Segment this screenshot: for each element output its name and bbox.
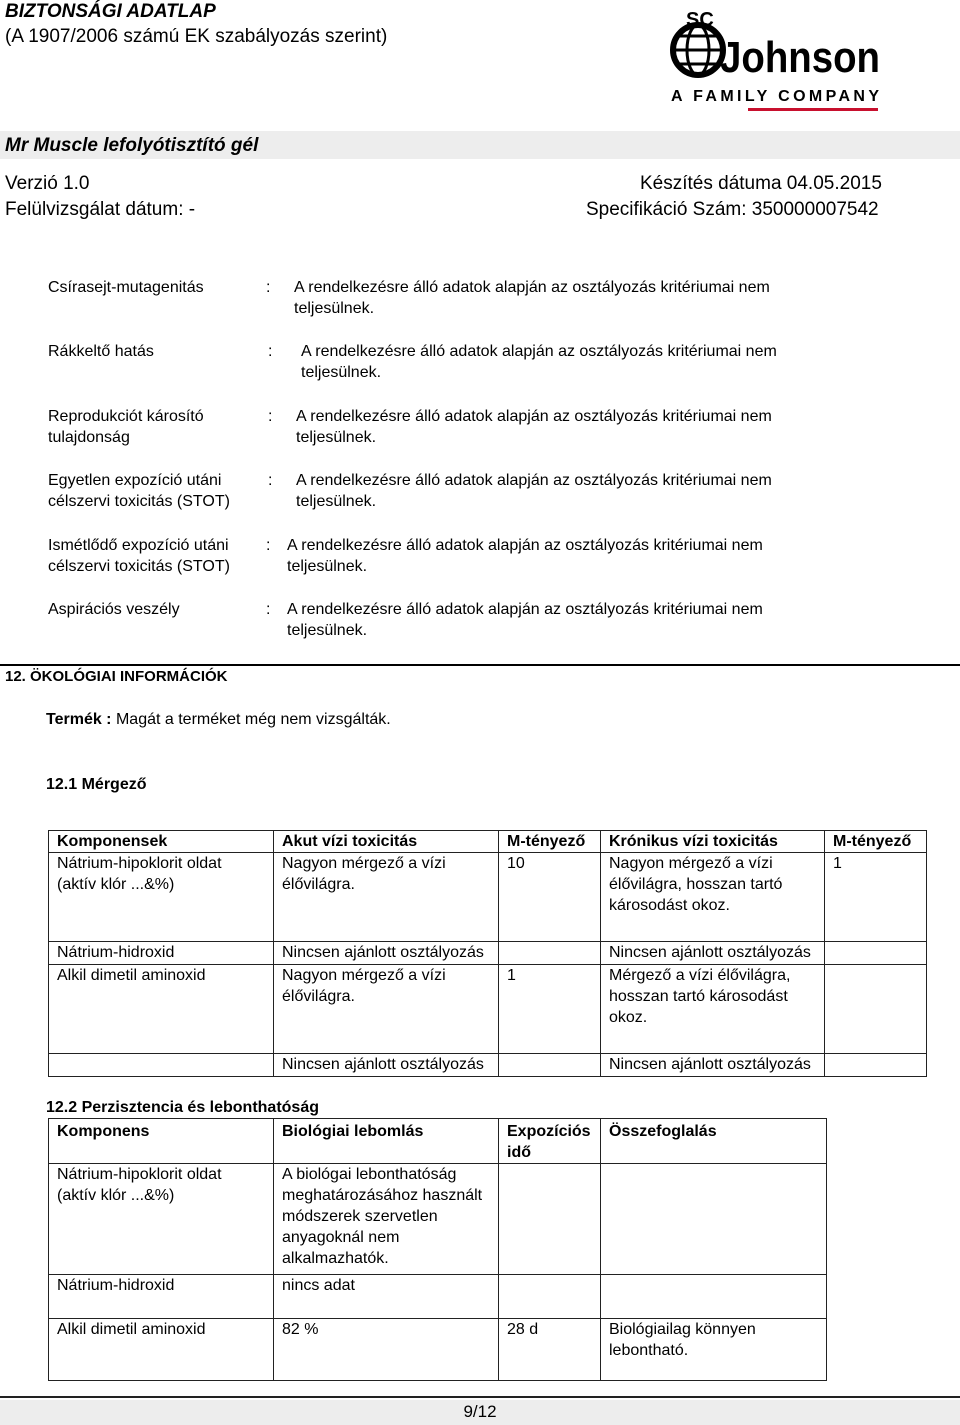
product-note-text: Magát a terméket még nem vizsgálták. [115, 711, 391, 728]
product-label: Termék : [46, 711, 112, 728]
table-cell [499, 1164, 601, 1275]
footer-divider [0, 1396, 960, 1398]
table-row [49, 965, 927, 1054]
table-cell: 28 d [499, 1319, 601, 1381]
tox-label: Ismétlődő expozíció utáni célszervi toxicitás (STOT) [48, 537, 230, 575]
tox-value: A rendelkezésre álló adatok alapján az osztályozás kritériumai nem teljesülnek. [294, 279, 770, 317]
svg-text:SC: SC [686, 9, 714, 31]
subsection-title: 12.2 Perzisztencia és lebonthatóság [46, 1099, 319, 1116]
tox-colon: : [266, 279, 271, 296]
table-cell [825, 1054, 927, 1077]
column-header: Összefoglalás [601, 1119, 827, 1164]
spec-number: Specifikáció Szám: 350000007542 [586, 199, 879, 220]
revision-date: Felülvizsgálat dátum: - [5, 199, 196, 220]
column-header: Krónikus vízi toxicitás [601, 831, 825, 853]
tox-value: A rendelkezésre álló adatok alapján az osztályozás kritériumai nem teljesülnek. [296, 408, 772, 446]
tox-label: Rákkeltő hatás [48, 343, 154, 360]
tox-value: A rendelkezésre álló adatok alapján az osztályozás kritériumai nem teljesülnek. [287, 601, 763, 639]
column-header: M-tényező [499, 831, 601, 853]
table-cell: Alkil dimetil aminoxid [49, 1319, 274, 1381]
table-cell: Biológiailag könnyen lebontható. [601, 1319, 827, 1381]
document-title: BIZTONSÁGI ADATLAP [5, 1, 216, 22]
table-cell: Nincsen ajánlott osztályozás [601, 942, 825, 965]
table-cell [49, 1054, 274, 1077]
logo-graphic [668, 8, 883, 116]
table-cell: Alkil dimetil aminoxid [49, 965, 274, 1054]
subsection-title: 12.1 Mérgező [46, 776, 147, 793]
version: Verzió 1.0 [5, 173, 90, 194]
table-cell: 10 [499, 853, 601, 942]
section-title: 12. ÖKOLÓGIAI INFORMÁCIÓK [5, 668, 228, 685]
product-test-note [46, 709, 391, 730]
table-cell: A biológai lebonthatóság meghatározásához használt módszerek szervetlen anyagoknál nem alkalmazhatók. [274, 1164, 499, 1275]
column-header: M-tényező [825, 831, 927, 853]
toxicity-table [48, 830, 927, 1077]
tox-value: A rendelkezésre álló adatok alapján az osztályozás kritériumai nem teljesülnek. [301, 343, 777, 381]
table-cell: 1 [499, 965, 601, 1054]
table-cell: 1 [825, 853, 927, 942]
column-header: Komponensek [49, 831, 274, 853]
table-row [49, 1275, 827, 1319]
table-cell: Nátrium-hipoklorit oldat (aktív klór ...&%) [49, 853, 274, 942]
table-cell: Nátrium-hidroxid [49, 1275, 274, 1319]
table-cell: Nincsen ajánlott osztályozás [274, 942, 499, 965]
tox-value: A rendelkezésre álló adatok alapján az osztályozás kritériumai nem teljesülnek. [287, 537, 763, 575]
tox-label: Aspirációs veszély [48, 601, 180, 618]
table-cell: Nagyon mérgező a vízi élővilágra. [274, 965, 499, 1054]
tox-colon: : [268, 343, 273, 360]
column-header: Komponens [49, 1119, 274, 1164]
table-cell: Nátrium-hipoklorit oldat (aktív klór ...&%) [49, 1164, 274, 1275]
section-divider [0, 664, 960, 666]
table-cell: nincs adat [274, 1275, 499, 1319]
tox-colon: : [266, 537, 271, 554]
svg-text:A FAMILY COMPANY: A FAMILY COMPANY [671, 88, 879, 105]
table-row [49, 1164, 827, 1275]
tox-label: Egyetlen expozíció utáni célszervi toxicitás (STOT) [48, 472, 230, 510]
table-row [49, 942, 927, 965]
column-header: Expozíciós idő [499, 1119, 601, 1164]
svg-text:Johnson: Johnson [720, 33, 880, 82]
table-cell: Nincsen ajánlott osztályozás [601, 1054, 825, 1077]
tox-colon: : [268, 408, 273, 425]
tox-value: A rendelkezésre álló adatok alapján az osztályozás kritériumai nem teljesülnek. [296, 472, 772, 510]
tox-colon: : [266, 601, 271, 618]
document-subtitle: (A 1907/2006 számú EK szabályozás szerint) [5, 26, 388, 47]
table-cell: Nátrium-hidroxid [49, 942, 274, 965]
table-cell [499, 1054, 601, 1077]
table-cell: 82 % [274, 1319, 499, 1381]
product-name: Mr Muscle lefolyótisztító gél [5, 135, 259, 156]
table-row [49, 1054, 927, 1077]
tox-colon: : [268, 472, 273, 489]
table-cell [825, 965, 927, 1054]
table-cell: Nincsen ajánlott osztályozás [274, 1054, 499, 1077]
table-cell [825, 942, 927, 965]
table-cell [601, 1275, 827, 1319]
tox-label: Reprodukciót károsító tulajdonság [48, 408, 204, 446]
tox-label: Csírasejt-mutagenitás [48, 279, 204, 296]
created-date: Készítés dátuma 04.05.2015 [640, 173, 882, 194]
table-row [49, 1319, 827, 1381]
page-number: 9/12 [463, 1402, 497, 1421]
table-cell: Nagyon mérgező a vízi élővilágra, hosszan tartó károsodást okoz. [601, 853, 825, 942]
table-cell [601, 1164, 827, 1275]
sc-johnson-logo [668, 8, 883, 116]
table-cell [499, 942, 601, 965]
column-header: Akut vízi toxicitás [274, 831, 499, 853]
table-row [49, 853, 927, 942]
table-cell [499, 1275, 601, 1319]
persistence-table [48, 1118, 827, 1381]
table-header-row [49, 831, 927, 853]
table-header-row [49, 1119, 827, 1164]
table-cell: Nagyon mérgező a vízi élővilágra. [274, 853, 499, 942]
table-cell: Mérgező a vízi élővilágra, hosszan tartó károsodást okoz. [601, 965, 825, 1054]
column-header: Biológiai lebomlás [274, 1119, 499, 1164]
